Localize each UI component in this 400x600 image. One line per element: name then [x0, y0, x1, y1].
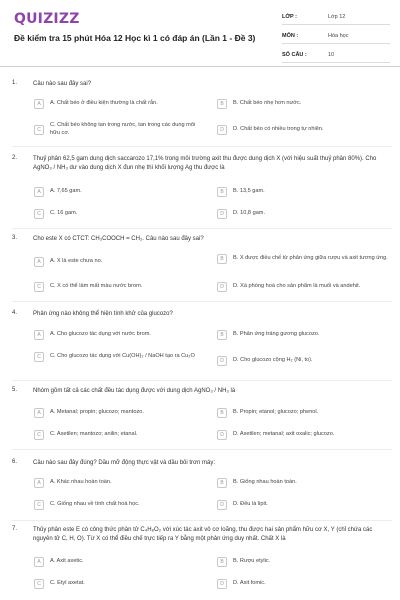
option-letter-badge: B — [217, 187, 227, 197]
meta-label: SỐ CÂU : — [282, 52, 307, 58]
option-text: B. Phản ứng tráng gương glucozo. — [233, 331, 320, 338]
option-letter-badge: C — [34, 352, 44, 362]
worksheet-title: Đề kiểm tra 15 phút Hóa 12 Học kì 1 có đáp án (Lần 1 - Đề 3) — [14, 33, 256, 43]
option-letter-badge: B — [217, 99, 227, 109]
question-text: Phản ứng nào không thể hiện tính khử của glucozo? — [33, 311, 173, 317]
question-6 — [12, 459, 392, 517]
question-text: Thuỷ phân 62,5 gam dung dịch saccarozo 17,1% trong môi trường axit thu được dung dịch X (với hiệu suất thuỷ phân 80%). Cho AgNO₃ / NH₃ dư vào dung dịch X đun nhẹ thì khối lượng Ag thu được là — [33, 156, 377, 171]
option-b[interactable] — [217, 557, 392, 567]
meta-value: Lớp 12 — [328, 14, 346, 20]
option-letter-badge: D — [217, 125, 227, 135]
question-7 — [12, 526, 392, 596]
option-letter-badge: C — [34, 125, 44, 135]
question-number: 4. — [12, 310, 18, 316]
option-letter-badge: B — [217, 408, 227, 418]
question-separator — [12, 301, 392, 302]
option-letter-badge: B — [217, 557, 227, 567]
option-letter-badge: B — [217, 478, 227, 488]
option-d[interactable] — [217, 209, 392, 219]
option-letter-badge: A — [34, 557, 44, 567]
option-text: A. Axit axetic. — [50, 558, 84, 565]
question-text: Thủy phân este E có công thức phân tử C₄H₈O₂ với xúc tác axit vô cơ loãng, thu được hai sản phẩm hữu cơ X, Y (chỉ chứa các nguyên tử C, H, O). Từ X có thể điều chế trực tiếp ra Y bằng một phản ứng duy nhất. Chất X là — [33, 527, 373, 542]
option-text: D. Đều là lipit. — [233, 501, 268, 508]
option-text: C. Axetilen; mantozo; anilin; etanal. — [50, 431, 138, 438]
question-1 — [12, 80, 392, 142]
option-letter-badge: C — [34, 579, 44, 589]
option-d[interactable] — [217, 125, 392, 135]
option-letter-badge: D — [217, 500, 227, 510]
option-text: B. Propin; etanol; glucozo; phenol. — [233, 409, 319, 416]
quizizz-logo: QUIZIZZ — [14, 11, 80, 27]
option-text: A. Cho glucozo tác dụng với nước brom. — [50, 331, 151, 338]
option-b[interactable] — [217, 99, 392, 109]
option-letter-badge: A — [34, 99, 44, 109]
option-c[interactable] — [34, 122, 202, 137]
option-letter-badge: D — [217, 579, 227, 589]
option-text: A. 7,65 gam. — [50, 188, 82, 195]
option-text: C. 16 gam. — [50, 210, 78, 217]
meta-value: 10 — [328, 52, 335, 58]
question-number: 1. — [12, 80, 18, 86]
option-letter-badge: A — [34, 330, 44, 340]
question-4 — [12, 310, 392, 378]
option-c[interactable] — [34, 282, 202, 292]
meta-value: Hóa học — [328, 33, 349, 39]
question-text: Câu nào sau đây sai? — [33, 81, 92, 87]
option-letter-badge: C — [34, 209, 44, 219]
question-separator — [12, 449, 392, 450]
option-letter-badge: D — [217, 430, 227, 440]
question-separator — [12, 146, 392, 147]
option-d[interactable] — [217, 282, 392, 292]
option-text: A. Metanal; propin; glucozo; mantozo. — [50, 409, 144, 416]
option-c[interactable] — [34, 430, 202, 440]
option-text: A. Chất béo ở điều kiện thường là chất rắn. — [50, 100, 158, 107]
option-c[interactable] — [34, 209, 202, 219]
option-letter-badge: A — [34, 478, 44, 488]
question-text: Cho este X có CTCT: CH₃COOCH = CH₂. Câu nào sau đây sai? — [33, 236, 204, 242]
option-text: C. X có thể làm mất màu nước brom. — [50, 283, 143, 290]
option-b[interactable] — [217, 408, 392, 418]
worksheet-header — [0, 0, 400, 64]
option-letter-badge: C — [34, 282, 44, 292]
meta-row-subject — [282, 29, 390, 44]
option-a[interactable] — [34, 187, 202, 197]
meta-row-class — [282, 10, 390, 25]
option-text: D. Chất béo có nhiều trong tự nhiên. — [233, 126, 324, 133]
option-text: D. Cho glucozo cộng H₂ (Ni, to). — [233, 357, 313, 364]
option-letter-badge: A — [34, 187, 44, 197]
option-d[interactable] — [217, 500, 392, 510]
option-letter-badge: D — [217, 282, 227, 292]
option-d[interactable] — [217, 356, 392, 366]
question-separator — [12, 380, 392, 381]
question-3 — [12, 235, 392, 297]
question-number: 6. — [12, 459, 18, 465]
question-number: 3. — [12, 235, 18, 241]
option-text: D. Axetilen; metanal; axit oxalic; glucozo. — [233, 431, 335, 438]
question-separator — [12, 520, 392, 521]
option-a[interactable] — [34, 408, 202, 418]
option-text: C. Etyl axetat. — [50, 580, 85, 587]
option-b[interactable] — [217, 187, 392, 197]
option-letter-badge: C — [34, 430, 44, 440]
option-letter-badge: A — [34, 257, 44, 267]
option-a[interactable] — [34, 257, 202, 267]
question-separator — [12, 228, 392, 229]
meta-info — [282, 10, 390, 67]
option-text: C. Chất béo không tan trong nước, tan trong các dung môi hữu cơ. — [50, 122, 196, 136]
option-c[interactable] — [34, 352, 202, 362]
option-b[interactable] — [217, 254, 392, 264]
question-2 — [12, 155, 392, 223]
option-a[interactable] — [34, 557, 202, 567]
option-text: D. Axit fomic. — [233, 580, 266, 587]
option-d[interactable] — [217, 579, 392, 589]
question-text: Câu nào sau đây đúng? Dầu mỡ động thực vật và dầu bôi trơn máy: — [33, 460, 215, 466]
option-text: B. 13,5 gam. — [233, 188, 265, 195]
option-text: B. Giống nhau hoàn toàn. — [233, 479, 297, 486]
option-text: C. Giống nhau về tính chất hoá học. — [50, 501, 140, 508]
option-a[interactable] — [34, 330, 202, 340]
question-5 — [12, 387, 392, 445]
option-text: D. Xà phòng hoá cho sản phẩm là muối và andehit. — [233, 283, 361, 290]
option-text: B. Chất béo nhẹ hơn nước. — [233, 100, 302, 107]
option-text: B. X được điều chế từ phản ứng giữa rượu và axit tương ứng. — [233, 255, 388, 262]
option-b[interactable] — [217, 478, 392, 488]
meta-label: LỚP : — [282, 14, 297, 20]
question-number: 2. — [12, 155, 18, 161]
option-c[interactable] — [34, 500, 202, 510]
option-text: B. Rượu etylic. — [233, 558, 271, 565]
meta-row-count — [282, 48, 390, 63]
option-d[interactable] — [217, 430, 392, 440]
option-text: A. X là este chưa no. — [50, 258, 103, 265]
option-b[interactable] — [217, 330, 392, 340]
header-divider — [0, 66, 400, 67]
question-text: Nhóm gồm tất cả các chất đều tác dụng được với dung dịch AgNO₃ / NH₃ là — [33, 388, 236, 394]
question-number: 7. — [12, 526, 18, 532]
option-text: A. Khác nhau hoàn toàn. — [50, 479, 112, 486]
option-letter-badge: C — [34, 500, 44, 510]
option-a[interactable] — [34, 478, 202, 488]
option-letter-badge: D — [217, 209, 227, 219]
option-text: D. 10,8 gam. — [233, 210, 266, 217]
option-letter-badge: B — [217, 330, 227, 340]
option-c[interactable] — [34, 579, 202, 589]
question-number: 5. — [12, 387, 18, 393]
option-a[interactable] — [34, 99, 202, 109]
option-letter-badge: D — [217, 356, 227, 366]
meta-label: MÔN : — [282, 33, 299, 39]
option-letter-badge: B — [217, 254, 227, 264]
option-letter-badge: A — [34, 408, 44, 418]
option-text: C. Cho glucozo tác dụng với Cu(OH)₂ / NaOH tạo ra Cu₂O — [50, 353, 195, 360]
